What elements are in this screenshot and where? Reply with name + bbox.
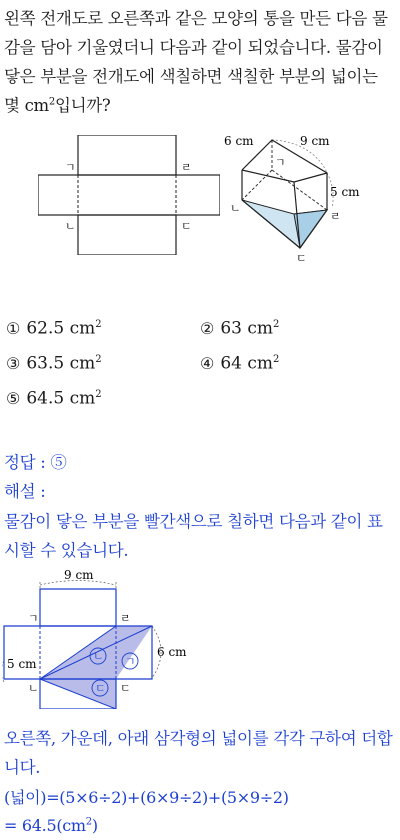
choice-2-num: ② <box>200 318 215 338</box>
answer-label: 정답 : ⑤ <box>4 453 67 472</box>
choice-2-value: 63 <box>220 318 242 339</box>
question-text <box>4 4 396 120</box>
choice-5-unit: cm <box>69 388 96 409</box>
choice-4-exp: 2 <box>273 354 280 365</box>
choice-5[interactable] <box>6 384 102 410</box>
box-label-d: ㄷ <box>296 252 307 265</box>
net-label-n: ㄴ <box>65 220 76 233</box>
choice-1-num: ① <box>6 318 21 338</box>
choice-3-unit: cm <box>69 353 96 374</box>
net-label-r: ㄹ <box>181 161 192 174</box>
box-dim-9: 9 cm <box>300 134 330 148</box>
box-label-r: ㄹ <box>330 210 341 223</box>
choice-4-unit: cm <box>247 353 274 374</box>
solution-result-exp: 2 <box>85 816 92 828</box>
choice-2[interactable] <box>200 314 279 340</box>
sol-dim-9: 9 cm <box>64 568 94 582</box>
choice-5-num: ⑤ <box>6 388 21 408</box>
sol-dim-6: 6 cm <box>157 645 187 659</box>
tilted-box-diagram <box>222 128 392 268</box>
net-label-d: ㄷ <box>181 220 192 233</box>
choice-4[interactable] <box>200 349 279 375</box>
solution-result-suffix: ) <box>91 816 98 835</box>
solution-diagram <box>2 564 198 709</box>
choice-5-exp: 2 <box>95 389 102 400</box>
question-tail: 입니까? <box>54 96 111 115</box>
sol-circle-n: ㄴ <box>93 650 104 663</box>
choice-3[interactable] <box>6 349 102 375</box>
solution-result <box>4 811 396 840</box>
solution-formula: (넓이)=(5×6÷2)+(6×9÷2)+(5×9÷2) <box>4 788 289 807</box>
explain-text: 물감이 닿은 부분을 빨간색으로 칠하면 다음과 같이 표시할 수 있습니다. <box>4 512 383 560</box>
solution-result-prefix: = 64.5(cm <box>4 816 86 835</box>
box-label-g: ㄱ <box>275 156 286 169</box>
choice-1-exp: 2 <box>95 319 102 330</box>
choice-5-value: 64.5 <box>26 388 65 409</box>
sol-label-r: ㄹ <box>120 612 131 625</box>
choice-1[interactable] <box>6 314 102 340</box>
net-label-g: ㄱ <box>65 161 76 174</box>
question-unit-exp: 2 <box>48 96 55 108</box>
box-dim-5: 5 cm <box>330 185 360 199</box>
choice-4-value: 64 <box>220 353 242 374</box>
question-unit: cm <box>24 96 49 115</box>
sol-label-n: ㄴ <box>28 682 39 695</box>
box-dim-6: 6 cm <box>224 134 254 148</box>
net-diagram <box>38 135 220 255</box>
sol-dim-5: 5 cm <box>7 657 37 671</box>
choice-3-exp: 2 <box>95 354 102 365</box>
choice-1-unit: cm <box>69 318 96 339</box>
choice-1-value: 62.5 <box>26 318 65 339</box>
sol-circle-d: ㄷ <box>95 682 106 695</box>
choice-3-num: ③ <box>6 353 21 373</box>
choice-2-unit: cm <box>247 318 274 339</box>
solution-text: 오른쪽, 가운데, 아래 삼각형의 넓이를 각각 구하여 더합니다. <box>4 729 393 777</box>
sol-label-g: ㄱ <box>28 612 39 625</box>
sol-label-d: ㄷ <box>120 682 131 695</box>
choice-3-value: 63.5 <box>26 353 65 374</box>
choice-2-exp: 2 <box>273 319 280 330</box>
box-label-n: ㄴ <box>230 202 241 215</box>
question-body: 왼쪽 전개도로 오른쪽과 같은 모양의 통을 만든 다음 물감을 담아 기울였더니 다음과 같이 되었습니다. 물감이 닿은 부분을 전개도에 색칠하면 색칠한 부분의 넓이는 몇 <box>4 9 388 115</box>
explain-label: 해설 : <box>4 482 46 501</box>
sol-circle-g: ㄱ <box>125 655 136 668</box>
choice-4-num: ④ <box>200 353 215 373</box>
